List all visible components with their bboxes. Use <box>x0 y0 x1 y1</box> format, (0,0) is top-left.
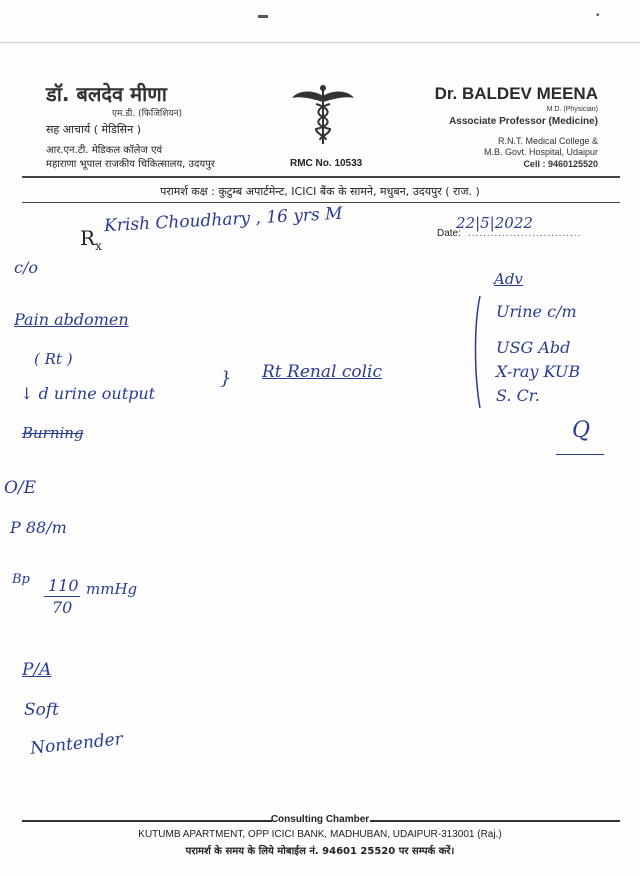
hospital-hindi: महाराणा भूपाल राजकीय चिकित्सालय, उदयपुर <box>46 159 215 170</box>
degree: M.D. (Physician) <box>546 106 598 113</box>
caduceus-icon <box>290 82 356 148</box>
patient-details: Krish Choudhary , 16 yrs M <box>103 203 344 237</box>
abdomen-label: P/A <box>22 660 52 680</box>
complaint-side: ( Rt ) <box>34 350 73 368</box>
advice-item: Urine c/m <box>496 302 577 321</box>
cell-number: Cell : 9460125520 <box>523 159 598 169</box>
doctor-name-hindi: डॉ. बलदेव मीणा <box>46 82 167 106</box>
bp-label: Bp <box>12 572 30 587</box>
bp-diastolic: 70 <box>52 598 73 617</box>
designation: Associate Professor (Medicine) <box>449 116 598 127</box>
degree-hindi: एम.डी. (फिजिशियन) <box>112 109 183 119</box>
consultation-address: परामर्श कक्ष : कुटुम्ब अपार्टमेन्ट, ICICI बैंक के सामने, मधुबन, उदयपुर ( राज. ) <box>160 185 480 198</box>
hospital: M.B. Govt. Hospital, Udaipur <box>483 147 598 157</box>
college: R.N.T. Medical College & <box>497 136 598 146</box>
complaint-struck: Burning <box>22 424 84 442</box>
advice-item: S. Cr. <box>496 386 540 405</box>
footer-title: Consulting Chamber <box>270 814 370 825</box>
chief-complaint-label: c/o <box>14 258 38 277</box>
advice-item: X-ray KUB <box>496 362 581 381</box>
header-divider <box>22 202 620 203</box>
impression: Rt Renal colic <box>262 362 382 382</box>
complaint-output: ↓ d urine output <box>20 384 156 403</box>
abdomen-soft: Soft <box>24 700 60 720</box>
doctor-name: Dr. BALDEV MEENA <box>434 84 598 103</box>
complaint-pain: Pain abdomen <box>14 310 129 329</box>
scan-mark: ▬ <box>258 10 268 21</box>
advice-item: USG Abd <box>496 338 571 357</box>
designation-hindi: सह आचार्य ( मेडिसिन ) <box>46 123 142 136</box>
examination-label: O/E <box>4 478 37 498</box>
date-handwritten: 22|5|2022 <box>456 214 533 232</box>
abdomen-nontender: Nontender <box>29 729 124 759</box>
brace-symbol: } <box>220 368 232 389</box>
rmc-number: RMC No. 10533 <box>290 158 363 169</box>
advice-label: Adv <box>494 270 523 288</box>
footer-rule <box>370 820 620 822</box>
date-line: .............................. <box>468 228 582 239</box>
college-hindi: आर.एन.टी. मेडिकल कॉलेज एवं <box>46 145 163 156</box>
advice-bracket <box>470 294 482 410</box>
signature-underline <box>556 454 604 455</box>
footer-contact-hindi: परामर्श के समय के लिये मोबाईल नं. 94601 25520 पर सम्पर्क करें। <box>185 846 455 857</box>
footer-address: KUTUMB APARTMENT, OPP ICICI BANK, MADHUBAN, UDAIPUR-313001 (Raj.) <box>138 829 502 840</box>
header-divider <box>22 176 620 178</box>
rx-symbol: $R_x$ <box>80 226 102 253</box>
date-label: Date: <box>437 228 461 239</box>
pulse: P 88/m <box>10 518 67 537</box>
bp-systolic: 110 <box>48 576 79 595</box>
bp-unit: mmHg <box>86 580 138 598</box>
signature-symbol: Q <box>572 418 591 443</box>
bp-fraction-line <box>44 596 80 597</box>
paper-top-edge <box>0 42 640 43</box>
scan-mark: • <box>596 10 600 21</box>
